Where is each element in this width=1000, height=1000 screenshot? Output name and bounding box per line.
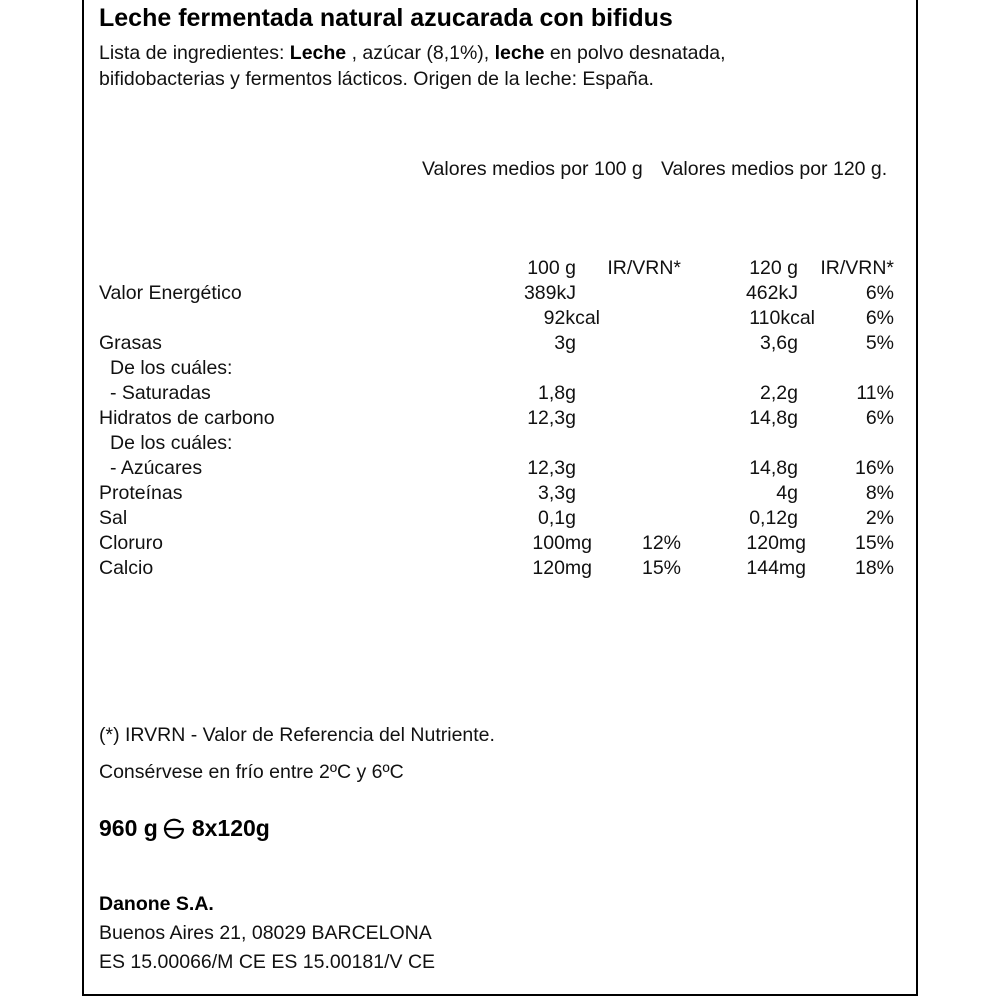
nutrition-row [0,307,1000,332]
row-value-100: 3,3g [538,482,576,504]
header-120g: 120 g [749,257,798,279]
row-ir-120: 5% [865,332,894,354]
row-value-100: 12,3g [527,457,576,479]
row-label: Hidratos de carbono [99,407,275,429]
row-ir-120: 6% [865,307,894,329]
row-value-120: 4g [776,482,798,504]
unit-count: 8x120g [191,815,270,841]
row-value-120: 110kcal [749,307,815,329]
column-header-per-100: Valores medios por 100 g [422,158,643,180]
reference-footnote: (*) IRVRN - Valor de Referencia del Nutriente. [99,724,495,746]
ingredients-part-2: , azúcar (8,1%), [346,42,495,64]
row-ir-120: 16% [854,457,894,479]
row-label: Proteínas [99,482,183,504]
ingredients-list [99,40,726,92]
row-label: Cloruro [99,532,163,554]
net-weight: 960 g [99,815,158,841]
row-ir-120: 8% [865,482,894,504]
row-value-120: 2,2g [760,382,798,404]
nutrition-row [0,432,1000,457]
row-value-100: 12,3g [527,407,576,429]
ingredients-line-1 [99,40,726,66]
row-ir-120: 6% [865,407,894,429]
row-label: - Saturadas [110,382,211,404]
nutrition-row [0,507,1000,532]
nutrition-row [0,407,1000,432]
row-label: Sal [99,507,128,529]
row-value-100: 100mg [532,532,592,554]
row-label: Grasas [99,332,162,354]
row-ir-120: 11% [856,382,894,404]
header-ir100: IR/VRN* [607,257,681,279]
nutrition-row [0,282,1000,307]
estimated-sign-icon [162,817,188,841]
row-ir-120: 2% [865,507,894,529]
ingredient-milk: Leche [289,42,347,64]
row-value-100: 120mg [532,557,592,579]
nutrition-row [0,332,1000,357]
row-value-100: 92kcal [543,307,600,329]
ingredients-part-3: en polvo desnatada, [544,42,726,64]
row-ir-120: 18% [854,557,894,579]
header-100g: 100 g [527,257,576,279]
row-label: - Azúcares [110,457,203,479]
nutrition-row [0,382,1000,407]
storage-instructions: Consérvese en frío entre 2ºC y 6ºC [99,761,404,783]
company-name: Danone S.A. [99,893,214,915]
row-value-100: 389kJ [523,282,576,304]
row-ir-100: 12% [641,532,681,554]
nutrition-row [0,357,1000,382]
net-quantity [99,815,270,842]
nutrition-table-header [0,257,1000,282]
ingredients-line-2: bifidobacterias y fermentos lácticos. Origen de la leche: España. [99,68,654,90]
company-address: Buenos Aires 21, 08029 BARCELONA [99,922,432,944]
column-header-per-120: Valores medios por 120 g. [661,158,888,180]
row-value-120: 120mg [746,532,806,554]
row-value-100: 0,1g [538,507,576,529]
row-value-120: 14,8g [749,457,798,479]
row-value-100: 1,8g [538,382,576,404]
row-ir-120: 15% [854,532,894,554]
health-registry: ES 15.00066/M CE ES 15.00181/V CE [99,951,436,973]
row-value-120: 144mg [746,557,806,579]
header-ir120: IR/VRN* [820,257,894,279]
row-ir-120: 6% [865,282,894,304]
row-label: Calcio [99,557,154,579]
product-title: Leche fermentada natural azucarada con bifidus [99,4,673,32]
row-value-120: 3,6g [760,332,798,354]
row-value-120: 14,8g [749,407,798,429]
nutrition-row [0,457,1000,482]
row-label: De los cuáles: [110,432,233,454]
row-label: De los cuáles: [110,357,233,379]
row-ir-100: 15% [641,557,681,579]
nutrition-row [0,482,1000,507]
row-value-120: 0,12g [749,507,798,529]
row-value-100: 3g [554,332,576,354]
ingredient-milk-powder: leche [494,42,545,64]
row-label: Valor Energético [99,282,242,304]
ingredients-prefix: Lista de ingredientes: [99,42,290,64]
nutrition-row [0,532,1000,557]
row-value-120: 462kJ [745,282,798,304]
nutrition-row [0,557,1000,582]
